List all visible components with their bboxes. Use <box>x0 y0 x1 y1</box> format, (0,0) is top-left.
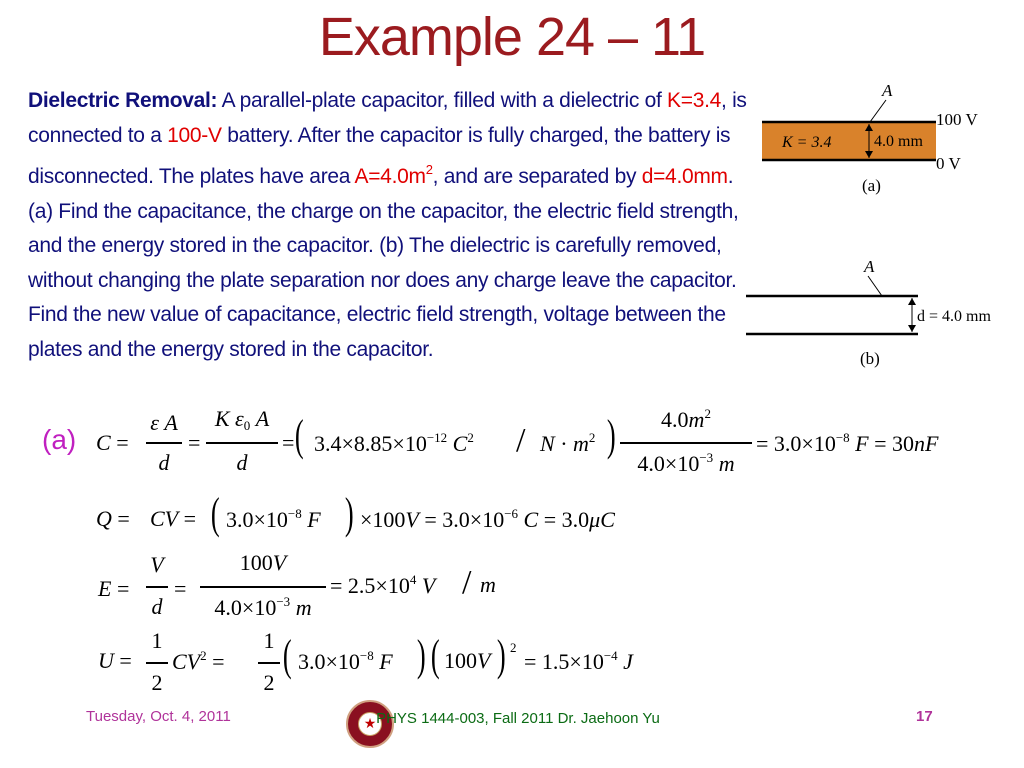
figure-b <box>742 254 1012 374</box>
plate-area: $A=4.0m^2$ <box>354 162 433 188</box>
footer-course: PHYS 1444-003, Fall 2011 Dr. Jaehoon Yu <box>376 710 660 727</box>
problem-statement <box>28 84 750 367</box>
top-voltage: 100 V <box>936 110 978 129</box>
part-a-label: (a) <box>42 424 77 455</box>
problem-text-2: , is connected to a <box>28 89 747 147</box>
slide-title: Example 24 – 11 <box>318 7 706 67</box>
figure-a <box>752 78 1002 208</box>
problem-heading: Dielectric Removal: <box>28 89 218 112</box>
dielectric-label: K = 3.4 <box>782 134 832 151</box>
footer-date: Tuesday, Oct. 4, 2011 <box>86 708 231 725</box>
problem-text-4: , and are separated by <box>432 165 642 188</box>
figure-a-caption: (a) <box>862 176 881 195</box>
problem-text-5: . (a) Find the capacitance, the charge on the capacitor, the electric field strength, and the energy stored in the capacitor. (b) The dielectric is carefully removed, without changing the plate separation nor does any charge leave the capacitor. Find the new value of capacitance, electric field strength, voltage between the plates and the energy stored in the capacitor. <box>28 165 739 361</box>
figure-b-area-label: A <box>864 257 875 276</box>
gap-label-b: d = 4.0 mm <box>917 308 991 325</box>
plate-separation: d=4.0mm <box>641 165 728 188</box>
figure-a-area-label: A <box>882 81 893 100</box>
figure-b-caption: (b) <box>860 349 880 368</box>
dielectric-constant: K=3.4 <box>667 89 721 112</box>
problem-text-3: battery. After the capacitor is fully charged, the battery is disconnected. The plates have area <box>28 123 731 188</box>
bottom-voltage: 0 V <box>936 154 961 173</box>
university-seal-icon: ★ <box>346 700 394 748</box>
problem-text-1: A parallel-plate capacitor, filled with a dielectric of <box>217 89 668 112</box>
page-number: 17 <box>916 708 933 725</box>
battery-voltage: 100-V <box>167 123 222 147</box>
gap-label-a: 4.0 mm <box>874 133 923 150</box>
